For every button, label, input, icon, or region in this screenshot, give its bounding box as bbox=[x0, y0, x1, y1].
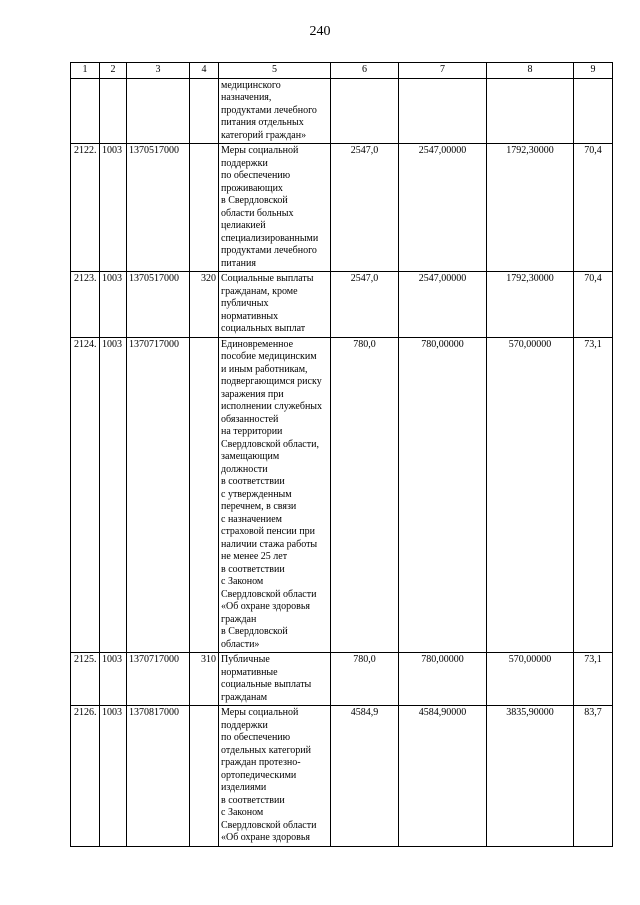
approved-amount: 4584,90000 bbox=[399, 706, 487, 847]
row-number: 2124. bbox=[71, 337, 100, 653]
table-row bbox=[71, 144, 613, 272]
execution-percent: 73,1 bbox=[574, 337, 613, 653]
item-name: Социальные выплаты гражданам, кроме публичных нормативных социальных выплат bbox=[219, 272, 331, 338]
approved-amount: 780,00000 bbox=[399, 337, 487, 653]
expense-type-code: 320 bbox=[190, 272, 219, 338]
section-code bbox=[100, 78, 127, 144]
executed-amount: 3835,90000 bbox=[487, 706, 574, 847]
table-row bbox=[71, 78, 613, 144]
executed-amount: 1792,30000 bbox=[487, 272, 574, 338]
table-row bbox=[71, 337, 613, 653]
expense-type-code bbox=[190, 144, 219, 272]
expense-type-code bbox=[190, 337, 219, 653]
row-number: 2122. bbox=[71, 144, 100, 272]
section-code: 1003 bbox=[100, 337, 127, 653]
page-number: 240 bbox=[309, 24, 331, 39]
planned-amount: 2547,0 bbox=[331, 144, 399, 272]
header-cell-1: 1 bbox=[71, 63, 100, 79]
target-article-code: 1370817000 bbox=[127, 706, 190, 847]
execution-percent: 83,7 bbox=[574, 706, 613, 847]
target-article-code bbox=[127, 78, 190, 144]
planned-amount: 2547,0 bbox=[331, 272, 399, 338]
header-cell-5: 5 bbox=[219, 63, 331, 79]
target-article-code: 1370717000 bbox=[127, 337, 190, 653]
header-cell-9: 9 bbox=[574, 63, 613, 79]
header-cell-7: 7 bbox=[399, 63, 487, 79]
executed-amount: 570,00000 bbox=[487, 653, 574, 706]
planned-amount bbox=[331, 78, 399, 144]
execution-percent bbox=[574, 78, 613, 144]
execution-percent: 70,4 bbox=[574, 272, 613, 338]
executed-amount: 1792,30000 bbox=[487, 144, 574, 272]
row-number bbox=[71, 78, 100, 144]
expense-type-code bbox=[190, 706, 219, 847]
budget-table bbox=[70, 62, 613, 847]
executed-amount: 570,00000 bbox=[487, 337, 574, 653]
expense-type-code bbox=[190, 78, 219, 144]
approved-amount bbox=[399, 78, 487, 144]
item-name: Единовременное пособие медицинским и иным работникам, подвергающимся риску заражения при исполнении служебных обязанностей на территории Свердловской области, замещающим должности в соответствии с утвержденным перечнем, в связи с назначением страховой пенсии при наличии стажа работы не менее 25 лет в соответствии с Законом Свердловской области «Об охране здоровья граждан в Свердловской области» bbox=[219, 337, 331, 653]
planned-amount: 780,0 bbox=[331, 653, 399, 706]
item-name: медицинского назначения, продуктами лечебного питания отдельных категорий граждан» bbox=[219, 78, 331, 144]
target-article-code: 1370517000 bbox=[127, 272, 190, 338]
section-code: 1003 bbox=[100, 144, 127, 272]
header-row bbox=[71, 63, 613, 79]
approved-amount: 2547,00000 bbox=[399, 144, 487, 272]
table-row bbox=[71, 653, 613, 706]
target-article-code: 1370717000 bbox=[127, 653, 190, 706]
item-name: Меры социальной поддержки по обеспечению отдельных категорий граждан протезно- ортопедическими изделиями в соответствии с Законом Свердловской области «Об охране здоровья bbox=[219, 706, 331, 847]
item-name: Публичные нормативные социальные выплаты гражданам bbox=[219, 653, 331, 706]
expense-type-code: 310 bbox=[190, 653, 219, 706]
section-code: 1003 bbox=[100, 653, 127, 706]
planned-amount: 4584,9 bbox=[331, 706, 399, 847]
section-code: 1003 bbox=[100, 706, 127, 847]
table-row bbox=[71, 706, 613, 847]
target-article-code: 1370517000 bbox=[127, 144, 190, 272]
row-number: 2125. bbox=[71, 653, 100, 706]
executed-amount bbox=[487, 78, 574, 144]
execution-percent: 70,4 bbox=[574, 144, 613, 272]
execution-percent: 73,1 bbox=[574, 653, 613, 706]
row-number: 2123. bbox=[71, 272, 100, 338]
section-code: 1003 bbox=[100, 272, 127, 338]
row-number: 2126. bbox=[71, 706, 100, 847]
approved-amount: 780,00000 bbox=[399, 653, 487, 706]
table-row bbox=[71, 272, 613, 338]
item-name: Меры социальной поддержки по обеспечению проживающих в Свердловской области больных целиакией специализированными продуктами лечебного питания bbox=[219, 144, 331, 272]
planned-amount: 780,0 bbox=[331, 337, 399, 653]
header-cell-6: 6 bbox=[331, 63, 399, 79]
header-cell-2: 2 bbox=[100, 63, 127, 79]
header-cell-3: 3 bbox=[127, 63, 190, 79]
header-cell-4: 4 bbox=[190, 63, 219, 79]
approved-amount: 2547,00000 bbox=[399, 272, 487, 338]
header-cell-8: 8 bbox=[487, 63, 574, 79]
